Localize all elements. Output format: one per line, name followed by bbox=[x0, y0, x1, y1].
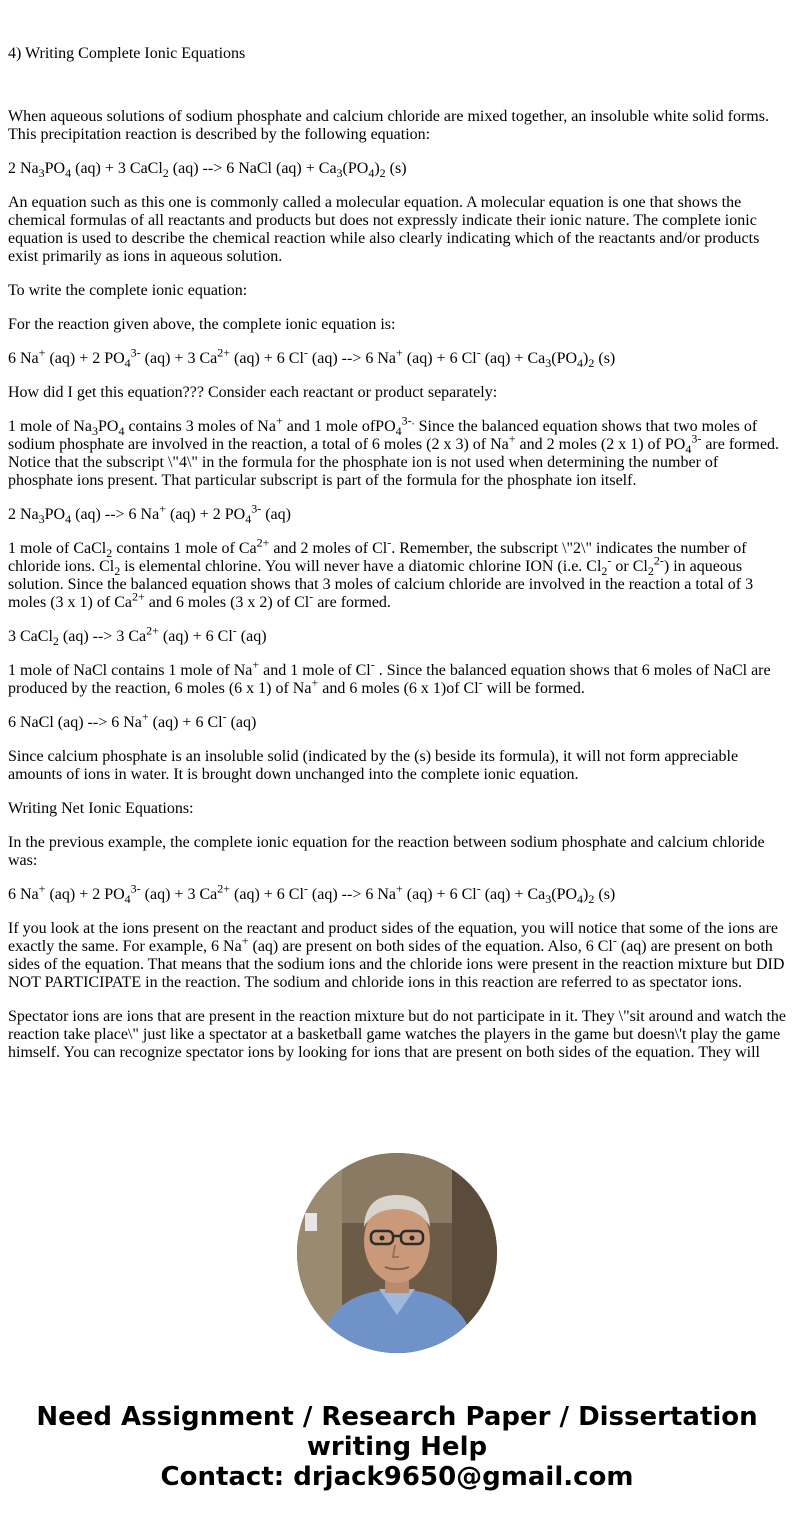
superscript: - bbox=[476, 881, 481, 896]
subscript: 4 bbox=[577, 356, 584, 371]
paragraph: To write the complete ionic equation: bbox=[8, 282, 248, 299]
subscript: 2 bbox=[647, 564, 654, 579]
paragraph: How did I get this equation??? Consider each reactant or product separately: bbox=[8, 384, 498, 401]
superscript: + bbox=[38, 881, 46, 896]
contact-email: Contact: drjack9650@gmail.com bbox=[160, 1462, 634, 1492]
subscript: 3 bbox=[38, 166, 45, 181]
promo-line-1: Need Assignment / Research Paper / Dissertation bbox=[36, 1402, 758, 1432]
superscript: - bbox=[309, 589, 314, 604]
superscript: + bbox=[396, 881, 403, 896]
superscript: - bbox=[476, 345, 481, 360]
subscript: 2 bbox=[601, 564, 608, 579]
superscript: - bbox=[607, 553, 612, 568]
superscript: - bbox=[303, 881, 308, 896]
subscript: 3 bbox=[91, 424, 98, 439]
superscript: + bbox=[275, 413, 283, 428]
section-heading: 4) Writing Complete Ionic Equations bbox=[8, 45, 246, 62]
paragraph: 2 $Na_3PO_4$ (aq) + 3 CaCl$_2$ (aq) --> 6 NaCl $(aq) + Ca_3(PO_4)_2$ (s) bbox=[8, 160, 407, 181]
paragraph: 1 mole of $Na_3PO_4$ contains 3 moles of Na+ and 1 mole ofPO$_4^{3-.}$ Since the balanced equation shows that two moles of sodium phosphate are involved in the reaction, a total of 6 moles (2 x 3) of Na+ and 2 moles (2 x 1) of $PO_4^{3-}$ are formed. Notice that the subscript \"4\" in the formula for the phosphate ion is not used when determining the number of phosphate ions present. That particular subscript is part of the formula for the phosphate ion itself. bbox=[8, 413, 780, 489]
superscript: + bbox=[252, 657, 260, 672]
superscript: 3- bbox=[130, 881, 141, 896]
paragraph: 6 Na+ (aq) + 2 $PO_4^{3-}$ (aq) + 3 $Ca^{2+}$ (aq) + 6 Cl- (aq) --> 6 Na+ (aq) + 6 Cl- $(aq) + Ca_3(PO_4)_2$ (s) bbox=[8, 881, 616, 907]
superscript: - bbox=[612, 933, 617, 948]
superscript: 2+ bbox=[146, 623, 159, 638]
promo-line-2: writing Help bbox=[306, 1432, 488, 1462]
superscript: 3-. bbox=[401, 413, 415, 428]
superscript: 3- bbox=[130, 345, 141, 360]
superscript: - bbox=[303, 345, 308, 360]
subscript: 2 bbox=[379, 166, 386, 181]
paragraph: Since calcium phosphate is an insoluble solid (indicated by the (s) beside its formula), it will not form appreciable amounts of ions in water. It is brought down unchanged into the complete ionic equation. bbox=[8, 748, 739, 783]
subscript: 3 bbox=[38, 512, 45, 527]
subscript: 2 bbox=[114, 564, 121, 579]
paragraph: In the previous example, the complete ionic equation for the reaction between sodium phosphate and calcium chloride was: bbox=[8, 834, 765, 869]
portrait-illustration bbox=[297, 1153, 497, 1353]
author-portrait-icon bbox=[297, 1153, 497, 1353]
superscript: - bbox=[370, 657, 375, 672]
subscript: 4 bbox=[124, 892, 131, 907]
superscript: 3- bbox=[691, 431, 702, 446]
superscript: - bbox=[232, 623, 237, 638]
paragraph: 2 $Na_3PO_4$ (aq) --> 6 Na+ (aq) + 2 $PO_4^{3-}$ (aq) bbox=[8, 501, 291, 527]
superscript: + bbox=[311, 675, 319, 690]
paragraph: 3 CaCl$_2$ (aq) --> 3 $Ca^{2+}$ (aq) + 6 Cl- (aq) bbox=[8, 623, 267, 649]
superscript: 2+ bbox=[256, 535, 270, 550]
subscript: 4 bbox=[685, 442, 692, 457]
article-paragraphs bbox=[8, 108, 786, 1062]
superscript: 2+ bbox=[131, 589, 145, 604]
subscript: 4 bbox=[245, 512, 252, 527]
paragraph: When aqueous solutions of sodium phosphate and calcium chloride are mixed together, an insoluble white solid forms. This precipitation reaction is described by the following equation: bbox=[8, 108, 769, 143]
superscript: - bbox=[387, 535, 392, 550]
paragraph: 6 Na+ (aq) + 2 $PO_4^{3-}$ (aq) + 3 $Ca^{2+}$ (aq) + 6 Cl- (aq) --> 6 Na+ (aq) + 6 Cl- $(aq) + Ca_3(PO_4)_2$ (s) bbox=[8, 345, 616, 371]
superscript: 2- bbox=[653, 553, 664, 568]
paragraph: 1 mole of CaCl$_2$ contains 1 mole of $Ca^{2+}$ and 2 moles of Cl-. Remember, the subscript \"2\" indicates the number of chloride ions. $Cl_2$ is elemental chlorine. You will never have a diatomic chlorine ION (i.e. $Cl_2^-$ or $Cl_2^{2-}$) in aqueous solution. Since the balanced equation shows that 3 moles of calcium chloride are involved in the reaction a total of 3 moles (3 x 1) of $Ca^{2+}$ and 6 moles (3 x 2) of Cl- are formed. bbox=[8, 535, 754, 611]
superscript: 2+ bbox=[217, 345, 231, 360]
superscript: + bbox=[508, 431, 516, 446]
paragraph: For the reaction given above, the complete ionic equation is: bbox=[8, 316, 396, 333]
subscript: 2 bbox=[52, 634, 59, 649]
superscript: + bbox=[38, 345, 46, 360]
superscript: - bbox=[478, 675, 483, 690]
subscript: 3 bbox=[545, 892, 552, 907]
paragraph: 6 NaCl (aq) --> 6 Na+ (aq) + 6 Cl- (aq) bbox=[8, 709, 257, 731]
subscript: 2 bbox=[588, 892, 595, 907]
subscript: 4 bbox=[124, 356, 131, 371]
paragraph: Spectator ions are ions that are present in the reaction mixture but do not participate in it. They \"sit around and watch the reaction take place\" just like a spectator at a basketball game watches the players in the game but doesn\'t play the game himself. You can recognize spectator ions by looking for ions that are present on both sides of the equation. They will bbox=[8, 1008, 787, 1061]
superscript: - bbox=[222, 709, 227, 724]
subscript: 4 bbox=[65, 512, 72, 527]
subscript: 4 bbox=[368, 166, 375, 181]
subscript: 4 bbox=[118, 424, 125, 439]
subscript: 3 bbox=[336, 166, 343, 181]
paragraph: If you look at the ions present on the reactant and product sides of the equation, you will notice that some of the ions are exactly the same. For example, 6 Na+ (aq) are present on both sides of the equation. Also, 6 Cl- (aq) are present on both sides of the equation. That means that the sodium ions and the chloride ions were present in the reaction mixture but DID NOT PARTICIPATE in the reaction. The sodium and chloride ions in this reaction are referred to as spectator ions. bbox=[8, 920, 785, 991]
subscript: 2 bbox=[106, 546, 113, 561]
subscript: 4 bbox=[577, 892, 584, 907]
subscript: 2 bbox=[588, 356, 595, 371]
paragraph: Writing Net Ionic Equations: bbox=[8, 800, 194, 817]
superscript: 2+ bbox=[217, 881, 231, 896]
promo-footer bbox=[0, 1402, 794, 1492]
subscript: 4 bbox=[65, 166, 72, 181]
superscript: + bbox=[159, 501, 166, 516]
paragraph: An equation such as this one is commonly called a molecular equation. A molecular equation is one that shows the chemical formulas of all reactants and products but does not expressly indicate their ionic nature. The complete ionic equation is used to describe the chemical reaction while also clearly indicating which of the reactants and/or products exist primarily as ions in aqueous solution. bbox=[8, 194, 760, 265]
superscript: + bbox=[396, 345, 403, 360]
paragraph: 1 mole of NaCl contains 1 mole of Na+ and 1 mole of Cl- . Since the balanced equation shows that 6 moles of NaCl are produced by the reaction, 6 moles (6 x 1) of Na+ and 6 moles (6 x 1)of Cl- will be formed. bbox=[8, 657, 771, 697]
subscript: 2 bbox=[162, 166, 169, 181]
superscript: + bbox=[241, 933, 249, 948]
subscript: 3 bbox=[545, 356, 552, 371]
superscript: + bbox=[141, 709, 149, 724]
subscript: 4 bbox=[395, 424, 402, 439]
superscript: 3- bbox=[251, 501, 262, 516]
